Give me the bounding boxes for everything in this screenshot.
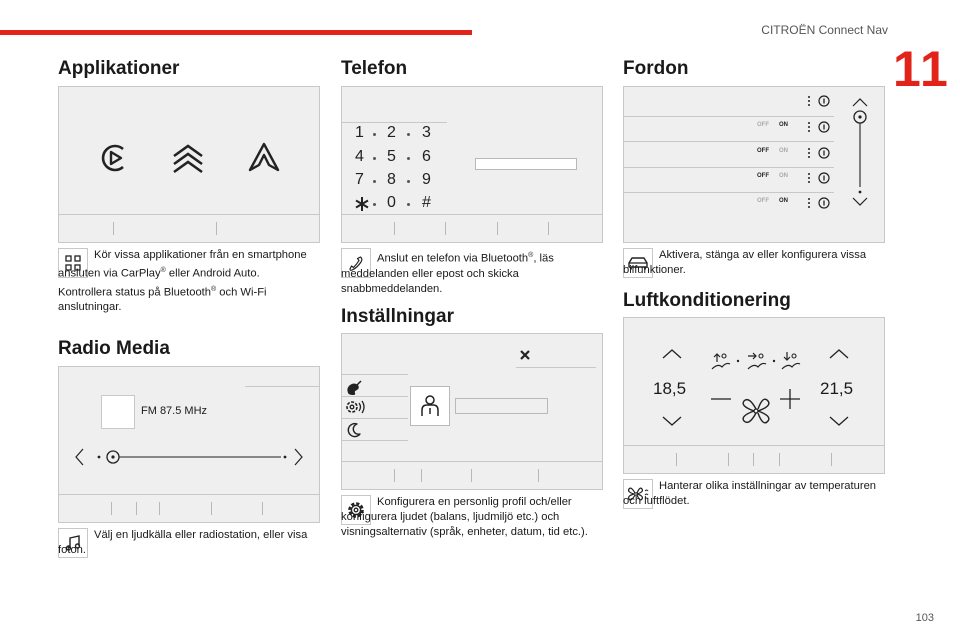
key-1: 1 bbox=[355, 124, 364, 141]
key-2: 2 bbox=[387, 124, 396, 141]
radio-screen bbox=[58, 366, 320, 523]
section-title-installningar: Inställningar bbox=[341, 306, 454, 327]
section-title-fordon: Fordon bbox=[623, 58, 689, 79]
running-header: CITROËN Connect Nav bbox=[761, 23, 888, 37]
option-info-icon-3 bbox=[807, 147, 831, 159]
section-title-telefon: Telefon bbox=[341, 58, 408, 79]
android-auto-icon bbox=[247, 141, 281, 175]
vertical-scroll-slider bbox=[850, 97, 870, 207]
frequency-slider bbox=[73, 447, 307, 467]
option-info-icon-5 bbox=[807, 197, 831, 209]
temp-right-up-icon bbox=[828, 348, 850, 360]
key-0: 0 bbox=[387, 194, 396, 211]
citroen-logo-icon bbox=[171, 143, 205, 175]
asterisk-icon bbox=[354, 196, 370, 212]
moon-icon bbox=[346, 422, 362, 438]
key-6: 6 bbox=[422, 148, 431, 165]
number-display bbox=[475, 158, 577, 170]
chapter-number: 11 bbox=[893, 41, 950, 97]
temp-left-down-icon bbox=[661, 415, 683, 427]
key-5: 5 bbox=[387, 148, 396, 165]
section-title-applikationer: Applikationer bbox=[58, 58, 180, 79]
profile-icon bbox=[419, 394, 441, 418]
telefon-screen bbox=[341, 86, 603, 243]
key-9: 9 bbox=[422, 171, 431, 188]
option-info-icon-4 bbox=[807, 172, 831, 184]
radio-station: FM 87.5 MHz bbox=[141, 405, 208, 417]
profile-button bbox=[410, 386, 450, 426]
header-red-bar bbox=[0, 30, 472, 35]
radio-description: Välj en ljudkälla eller radiostation, eller visa foton. bbox=[58, 529, 308, 556]
telefon-description: Anslut en telefon via Bluetooth®, läs meddelanden eller epost och skicka snabbmeddelanden. bbox=[341, 252, 554, 295]
temp-right: 21,5 bbox=[820, 379, 854, 398]
installningar-description: Konfigurera en personlig profil och/eller konfigurera ljudet (balans, ljudmiljö etc.) och visningsalternativ (språk, enheter, datum, tid etc.). bbox=[341, 496, 588, 538]
applikationer-description: Kör vissa applikationer från en smartphone ansluten via CarPlay® eller Android Auto. Kontrollera status på Bluetooth® och Wi-Fi anslutningar. bbox=[58, 249, 307, 314]
temp-right-down-icon bbox=[828, 415, 850, 427]
album-art bbox=[101, 395, 135, 429]
key-3: 3 bbox=[422, 124, 431, 141]
installningar-screen bbox=[341, 333, 603, 490]
applikationer-screen bbox=[58, 86, 320, 243]
temp-left: 18,5 bbox=[653, 379, 687, 398]
key-7: 7 bbox=[355, 171, 364, 188]
temp-left-up-icon bbox=[661, 348, 683, 360]
section-title-luftkonditionering: Luftkonditionering bbox=[623, 290, 791, 311]
page-number: 103 bbox=[915, 612, 934, 624]
airflow-modes-icon bbox=[709, 350, 803, 372]
palette-icon bbox=[345, 380, 363, 396]
close-icon bbox=[519, 349, 531, 361]
luftkonditionering-screen bbox=[623, 317, 885, 474]
gear-audio-icon bbox=[344, 398, 366, 416]
key-8: 8 bbox=[387, 171, 396, 188]
section-title-radio-media: Radio Media bbox=[58, 338, 170, 359]
fan-decrease-icon bbox=[710, 396, 732, 402]
fan-speed-icon bbox=[739, 394, 773, 428]
luft-description: Hanterar olika inställningar av temperaturen och luftflödet. bbox=[623, 480, 877, 507]
key-4: 4 bbox=[355, 148, 364, 165]
fan-increase-icon bbox=[779, 388, 801, 410]
profile-name-field bbox=[455, 398, 548, 414]
key-hash: # bbox=[422, 194, 431, 211]
option-info-icon-2 bbox=[807, 121, 831, 133]
fordon-screen: OFF ON OFF ON OFF ON OFF ON bbox=[623, 86, 885, 243]
option-info-icon-1 bbox=[807, 95, 831, 107]
fordon-description: Aktivera, stänga av eller konfigurera vissa bilfunktioner. bbox=[623, 249, 867, 276]
carplay-icon bbox=[97, 141, 131, 175]
